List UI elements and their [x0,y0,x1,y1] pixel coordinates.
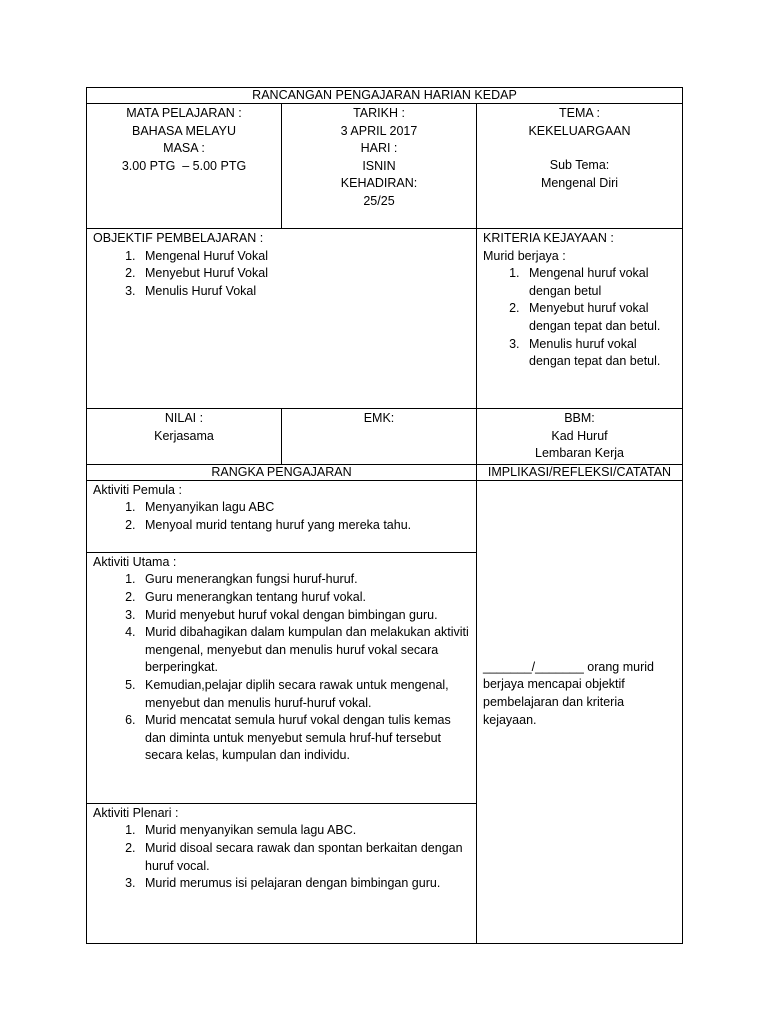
list-item: 2. Menyebut huruf vokal dengan tepat dan betul. [523,300,676,335]
criteria-list [483,265,676,371]
materials-item: Lembaran Kerja [535,446,624,461]
subject-label: MATA PELAJARAN : [126,106,242,120]
reflection-header: IMPLIKASI/REFLEKSI/CATATAN [477,464,683,480]
attendance-label: KEHADIRAN: [340,176,418,191]
main-activity-label: Aktiviti Utama : [93,554,177,569]
starter-activity-section [87,481,476,552]
list-item: 5. Kemudian,pelajar diplih secara rawak untuk mengenal, menyebut dan menulis huruf-huruf vokal. [139,677,470,712]
attendance-value: 25/25 [363,193,395,208]
day-value: ISNIN [362,158,396,173]
list-item: 6. Murid mencatat semula huruf vokal dengan tulis kemas dan diminta untuk menyebut semula hruf-huf tersebut secara kelas, kumpulan dan individu. [139,712,470,765]
theme-cell [477,104,683,229]
day-label: HARI : [360,141,398,156]
closing-activity-section [87,803,476,943]
materials-label: BBM: [564,411,595,425]
starter-activity-label: Aktiviti Pemula : [93,482,182,497]
values-cell [87,409,282,465]
subtheme-label: Sub Tema: [549,158,610,173]
criteria-label: KRITERIA KEJAYAAN : [483,231,614,245]
objectives-list [93,248,470,301]
list-item: 1. Menyanyikan lagu ABC [139,499,470,517]
values-value: Kerjasama [154,428,214,443]
objectives-label: OBJEKTIF PEMBELAJARAN : [93,231,264,245]
emk-cell [282,409,477,465]
date-cell [282,104,477,229]
list-item: 2. Menyoal murid tentang huruf yang mereka tahu. [139,517,470,535]
list-item: 2. Menyebut Huruf Vokal [139,265,470,283]
objectives-cell [87,229,477,409]
list-item: 3. Menulis huruf vokal dengan tepat dan betul. [523,336,676,371]
emk-label: EMK: [363,411,395,425]
criteria-intro: Murid berjaya : [483,248,566,263]
list-item: 2. Guru menerangkan tentang huruf vokal. [139,589,470,607]
time-label: MASA : [163,141,205,156]
main-activity-list [93,571,470,765]
lesson-plan-document [86,87,682,944]
materials-cell [477,409,683,465]
document-title: RANCANGAN PENGAJARAN HARIAN KEDAP [87,88,683,104]
date-label: TARIKH : [353,106,405,120]
list-item: 2. Murid disoal secara rawak dan spontan berkaitan dengan huruf vocal. [139,840,470,875]
time-value: 3.00 PTG – 5.00 PTG [121,158,247,173]
subject-cell [87,104,282,229]
starter-activity-list [93,499,470,534]
list-item: 1. Murid menyanyikan semula lagu ABC. [139,822,470,840]
activities-cell [87,480,477,943]
reflection-cell [477,480,683,943]
main-activity-section [87,552,476,803]
theme-label: TEMA : [559,106,600,120]
subtheme-value: Mengenal Diri [540,175,619,190]
lesson-outline-header: RANGKA PENGAJARAN [87,464,477,480]
reflection-text: _______/_______ orang murid berjaya mencapai objektif pembelajaran dan kriteria kejayaan. [483,659,654,727]
list-item: 3. Murid menyebut huruf vokal dengan bimbingan guru. [139,607,470,625]
list-item: 1. Guru menerangkan fungsi huruf-huruf. [139,571,470,589]
materials-item: Kad Huruf [551,428,608,443]
list-item: 1. Mengenal huruf vokal dengan betul [523,265,676,300]
theme-value: KEKELUARGAAN [528,123,631,138]
lesson-plan-table [86,87,683,944]
subject-value: BAHASA MELAYU [132,123,236,138]
closing-activity-list [93,822,470,892]
list-item: 1. Mengenal Huruf Vokal [139,248,470,266]
list-item: 3. Murid merumus isi pelajaran dengan bimbingan guru. [139,875,470,893]
closing-activity-label: Aktiviti Plenari : [93,805,179,820]
date-value: 3 APRIL 2017 [340,123,418,138]
list-item: 3. Menulis Huruf Vokal [139,283,470,301]
list-item: 4. Murid dibahagikan dalam kumpulan dan melakukan aktiviti mengenal, menyebut dan menulis huruf vokal secara berperingkat. [139,624,470,677]
values-label: NILAI : [164,411,204,425]
criteria-cell [477,229,683,409]
